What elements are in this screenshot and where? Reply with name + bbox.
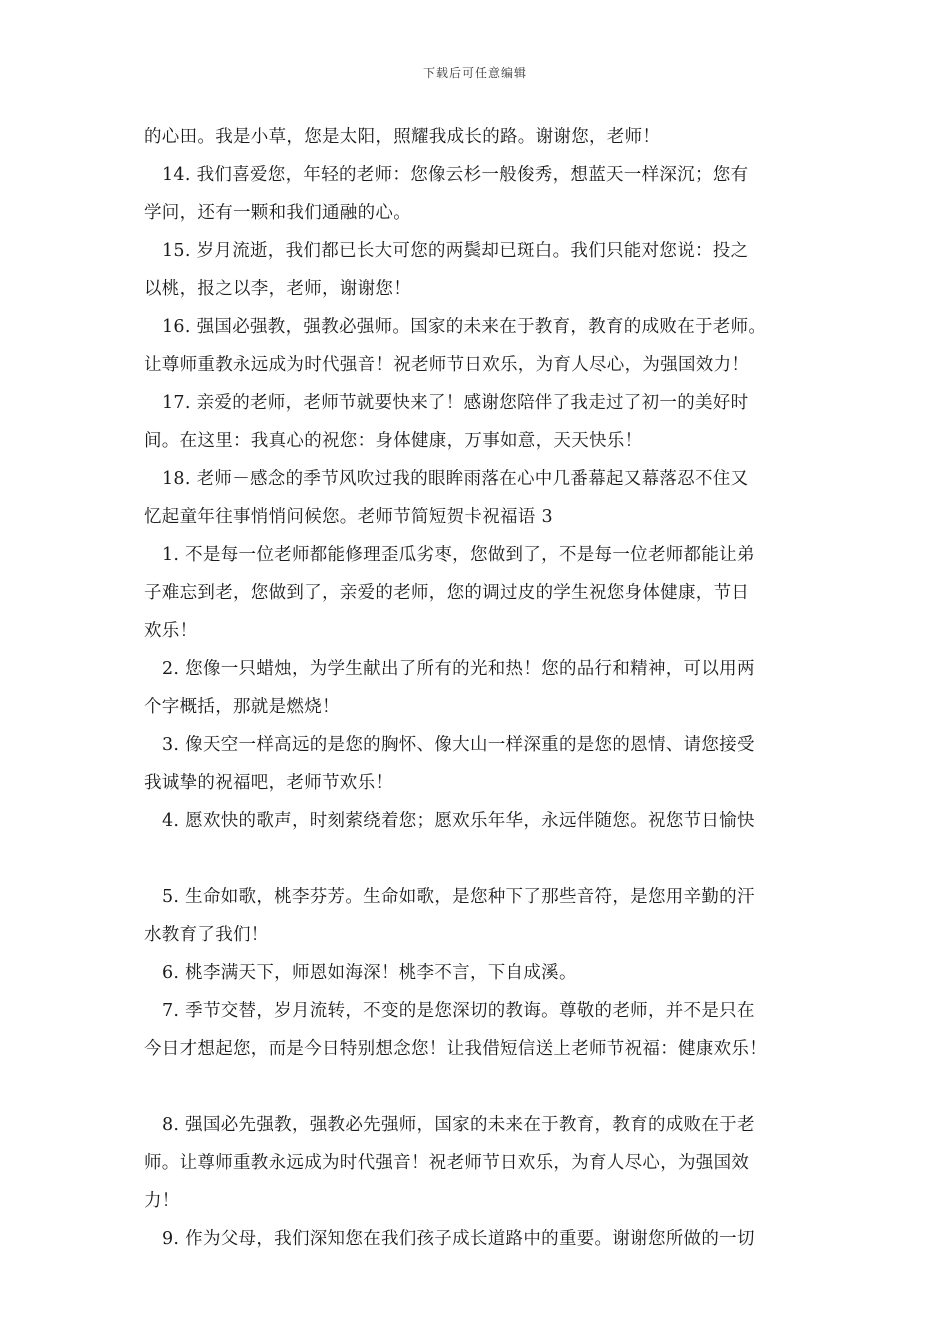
text-line: 18. 老师－感念的季节风吹过我的眼眸雨落在心中几番幕起又幕落忍不住又 xyxy=(162,469,749,489)
text-line: 今日才想起您，而是今日特别想念您！让我借短信送上老师节祝福：健康欢乐！ xyxy=(144,1039,767,1059)
text-line: 8. 强国必先强教，强教必先强师，国家的未来在于教育，教育的成败在于老 xyxy=(162,1115,755,1135)
text-line: 7. 季节交替，岁月流转，不变的是您深切的教诲。尊敬的老师，并不是只在 xyxy=(162,1001,755,1021)
text-line: 的心田。我是小草，您是太阳，照耀我成长的路。谢谢您，老师！ xyxy=(144,127,661,147)
text-line: 16. 强国必强教，强教必强师。国家的未来在于教育，教育的成败在于老师。 xyxy=(162,317,767,337)
text-line: 以桃，报之以李，老师，谢谢您！ xyxy=(144,279,411,299)
text-line: 子难忘到老，您做到了，亲爱的老师，您的调过皮的学生祝您身体健康，节日 xyxy=(144,583,750,603)
blank-line xyxy=(144,840,824,878)
text-line: 间。在这里：我真心的祝您：身体健康，万事如意，天天快乐！ xyxy=(144,431,643,451)
text-line: 2. 您像一只蜡烛，为学生献出了所有的光和热！您的品行和精神，可以用两 xyxy=(162,659,755,679)
text-line: 让尊师重教永远成为时代强音！祝老师节日欢乐，为育人尽心，为强国效力！ xyxy=(144,355,750,375)
text-line: 1. 不是每一位老师都能修理歪瓜劣枣，您做到了，不是每一位老师都能让弟 xyxy=(162,545,755,565)
text-line: 力！ xyxy=(144,1191,180,1211)
text-line: 我诚挚的祝福吧，老师节欢乐！ xyxy=(144,773,394,793)
page-header: 下载后可任意编辑 xyxy=(422,66,527,80)
text-line: 师。让尊师重教永远成为时代强音！祝老师节日欢乐，为育人尽心，为强国效 xyxy=(144,1153,750,1173)
text-line: 欢乐！ xyxy=(144,621,198,641)
text-line: 学问，还有一颗和我们通融的心。 xyxy=(144,203,411,223)
text-line: 水教育了我们！ xyxy=(144,925,269,945)
text-line: 9. 作为父母，我们深知您在我们孩子成长道路中的重要。谢谢您所做的一切 xyxy=(162,1229,755,1249)
blank-line xyxy=(144,1068,824,1106)
text-line: 14. 我们喜爱您，年轻的老师：您像云杉一般俊秀，想蓝天一样深沉；您有 xyxy=(162,165,749,185)
document-body xyxy=(144,118,824,1258)
text-line: 忆起童年往事悄悄问候您。老师节简短贺卡祝福语 3 xyxy=(144,507,553,527)
text-line: 4. 愿欢快的歌声，时刻萦绕着您；愿欢乐年华，永远伴随您。祝您节日愉快 xyxy=(162,811,755,831)
text-line: 15. 岁月流逝，我们都已长大可您的两鬓却已斑白。我们只能对您说：投之 xyxy=(162,241,749,261)
text-line: 6. 桃李满天下，师恩如海深！桃李不言，下自成溪。 xyxy=(162,963,577,983)
text-line: 3. 像天空一样高远的是您的胸怀、像大山一样深重的是您的恩情、请您接受 xyxy=(162,735,755,755)
text-line: 17. 亲爱的老师，老师节就要快来了！感谢您陪伴了我走过了初一的美好时 xyxy=(162,393,749,413)
text-line: 5. 生命如歌，桃李芬芳。生命如歌，是您种下了那些音符，是您用辛勤的汗 xyxy=(162,887,755,907)
text-line: 个字概括，那就是燃烧！ xyxy=(144,697,340,717)
